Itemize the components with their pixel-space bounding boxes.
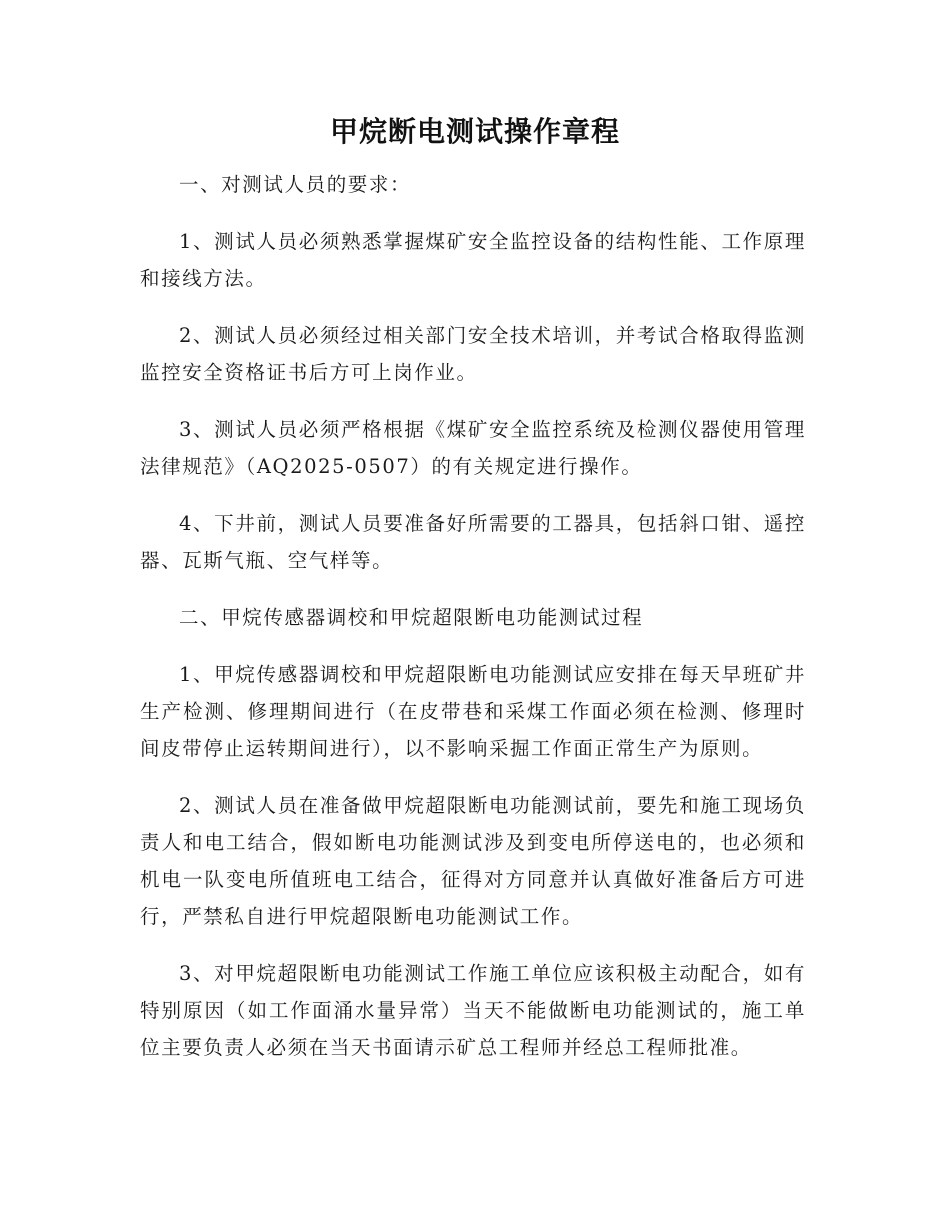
paragraph-requirement-3: 3、测试人员必须严格根据《煤矿安全监控系统及检测仪器使用管理法律规范》（AQ2025-0507）的有关规定进行操作。	[140, 418, 806, 478]
paragraph-requirement-4: 4、下井前，测试人员要准备好所需要的工器具，包括斜口钳、遥控器、瓦斯气瓶、空气样等。	[140, 512, 806, 572]
paragraph-process-2: 2、测试人员在准备做甲烷超限断电功能测试前，要先和施工现场负责人和电工结合，假如断电功能测试涉及到变电所停送电的，也必须和机电一队变电所值班电工结合，征得对方同意并认真做好准备后方可进行，严禁私自进行甲烷超限断电功能测试工作。	[140, 794, 806, 928]
paragraph-process-1: 1、甲烷传感器调校和甲烷超限断电功能测试应安排在每天早班矿井生产检测、修理期间进行（在皮带巷和采煤工作面必须在检测、修理时间皮带停止运转期间进行），以不影响采掘工作面正常生产为原则。	[140, 663, 806, 760]
section-heading-test-process: 二、甲烷传感器调校和甲烷超限断电功能测试过程	[179, 606, 644, 629]
document-title: 甲烷断电测试操作章程	[329, 115, 620, 148]
document-body	[140, 166, 806, 1066]
paragraph-requirement-1: 1、测试人员必须熟悉掌握煤矿安全监控设备的结构性能、工作原理和接线方法。	[140, 230, 806, 290]
paragraph-requirement-2: 2、测试人员必须经过相关部门安全技术培训，并考试合格取得监测监控安全资格证书后方可上岗作业。	[140, 324, 806, 384]
section-heading-personnel-requirements: 一、对测试人员的要求：	[179, 173, 412, 196]
paragraph-process-3: 3、对甲烷超限断电功能测试工作施工单位应该积极主动配合，如有特别原因（如工作面涌水量异常）当天不能做断电功能测试的，施工单位主要负责人必须在当天书面请示矿总工程师并经总工程师批准。	[140, 962, 806, 1059]
